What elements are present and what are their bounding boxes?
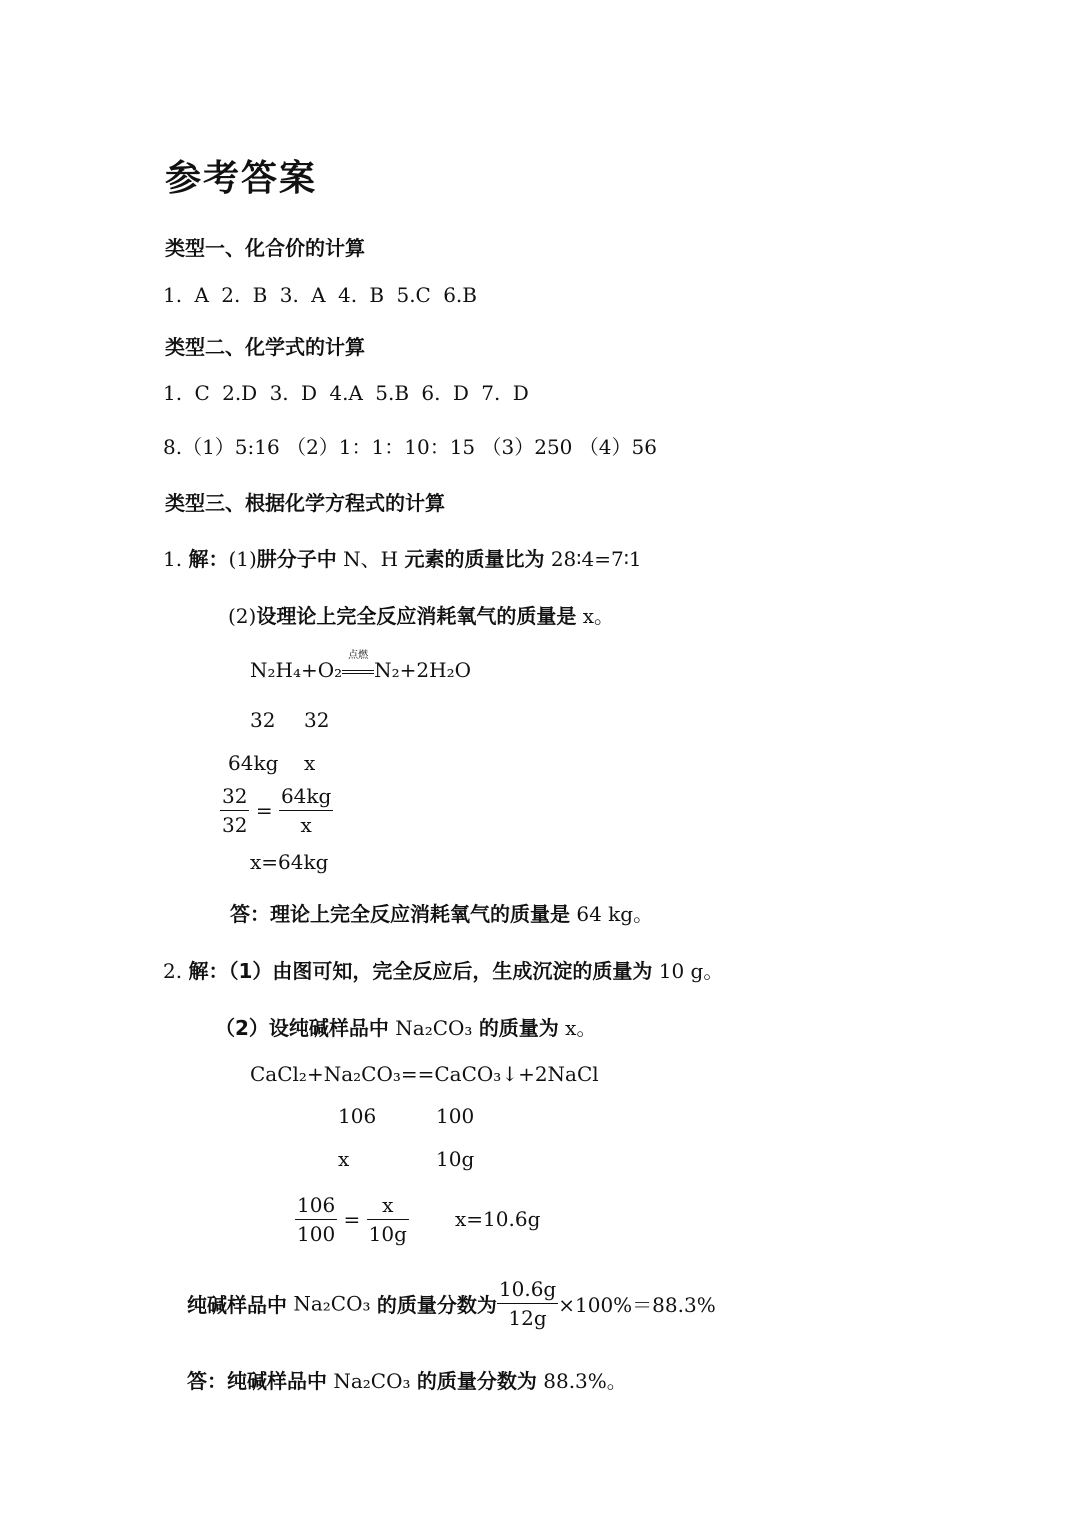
section-1-answers: 1. A 2. B 3. A 4. B 5.C 6.B (163, 283, 477, 307)
problem-1-answer: 答：理论上完全反应消耗氧气的质量是 64 kg。 (230, 902, 654, 926)
problem-2-answer: 答：纯碱样品中 Na₂CO₃ 的质量分数为 88.3%。 (187, 1369, 627, 1393)
problem-1-result: x=64kg (250, 850, 329, 874)
problem-2-line-1: 2. 解：（1）由图可知，完全反应后，生成沉淀的质量为 10 g。 (163, 959, 724, 983)
section-2-question-8: 8.（1）5:16 （2）1：1：10：15 （3）250 （4）56 (163, 435, 657, 459)
section-2-heading: 类型二、化学式的计算 (165, 335, 365, 359)
section-2-answers: 1. C 2.D 3. D 4.A 5.B 6. D 7. D (163, 381, 529, 405)
problem-1-molar-mass-1: 32 (250, 708, 276, 732)
problem-1-equation: N₂H₄+O₂ 点燃 N₂+2H₂O (250, 650, 472, 682)
problem-2-value-2: 10g (436, 1147, 475, 1171)
problem-1-line-2: (2)设理论上完全反应消耗氧气的质量是 x。 (228, 604, 614, 628)
problem-2-value-1: x (338, 1147, 350, 1171)
problem-2-equation: CaCl₂+Na₂CO₃==CaCO₃↓+2NaCl (250, 1062, 599, 1086)
problem-1-line-1: 1. 解：(1)肼分子中 N、H 元素的质量比为 28∶4=7∶1 (163, 547, 642, 571)
problem-2-mass-fraction: 纯碱样品中 Na₂CO₃ 的质量分数为 $\frac{10.6g}{12g}$ ×100%＝88.3% (187, 1277, 716, 1330)
problem-2-result: x=10.6g (455, 1207, 541, 1231)
problem-1-value-1: 64kg (228, 751, 279, 775)
section-1-heading: 类型一、化合价的计算 (165, 236, 365, 260)
problem-2-proportion: $\frac{106}{100}$ = $\frac{x}{10g}$ (297, 1193, 407, 1246)
reaction-condition-sign: 点燃 (342, 658, 374, 682)
problem-2-molar-mass-2: 100 (436, 1104, 475, 1128)
problem-1-proportion: $\frac{32}{32}$ = $\frac{64kg}{x}$ (222, 784, 332, 837)
section-3-heading: 类型三、根据化学方程式的计算 (165, 491, 445, 515)
problem-2-line-2: （2）设纯碱样品中 Na₂CO₃ 的质量为 x。 (215, 1016, 597, 1040)
page-title: 参考答案 (165, 158, 318, 199)
problem-1-molar-mass-2: 32 (304, 708, 330, 732)
problem-1-value-2: x (304, 751, 316, 775)
problem-2-molar-mass-1: 106 (338, 1104, 377, 1128)
